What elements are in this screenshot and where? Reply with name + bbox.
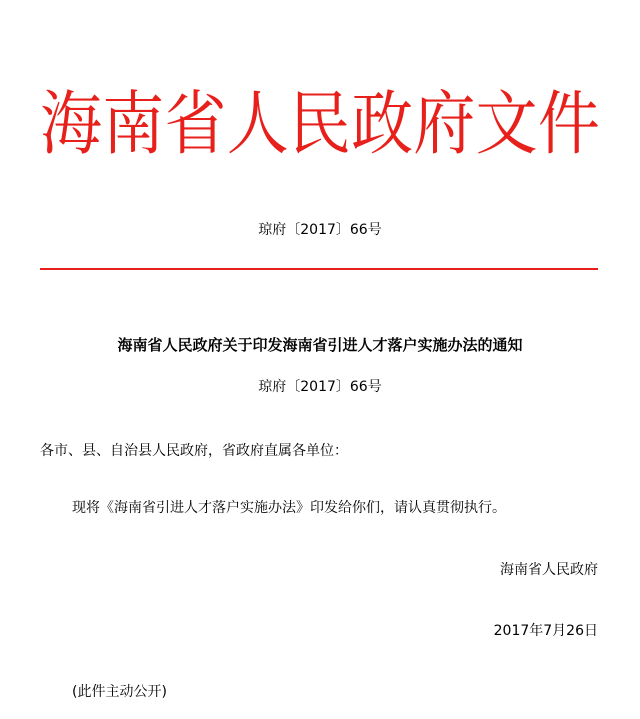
masthead-char: 政	[351, 82, 414, 165]
masthead-char: 人	[226, 82, 289, 165]
masthead-char: 海	[40, 82, 103, 165]
body-paragraph: 现将《海南省引进人才落户实施办法》印发给你们，请认真贯彻执行。	[72, 500, 506, 516]
masthead-char: 件	[537, 82, 600, 165]
masthead-char: 省	[164, 82, 227, 165]
masthead-char: 府	[413, 82, 476, 165]
masthead-char: 民	[288, 82, 351, 165]
issuing-authority: 海南省人民政府	[500, 562, 598, 578]
document-number-header: 琼府〔2017〕66号	[258, 222, 382, 238]
issue-date: 2017年7月26日	[493, 623, 598, 639]
notice-title: 海南省人民政府关于印发海南省引进人才落户实施办法的通知	[117, 336, 523, 354]
red-divider-line	[40, 268, 598, 270]
masthead-char: 文	[475, 82, 538, 165]
document-number: 琼府〔2017〕66号	[258, 379, 382, 395]
masthead-title	[40, 84, 600, 164]
recipients-line: 各市、县、自治县人民政府，省政府直属各单位：	[40, 443, 348, 459]
masthead-char: 南	[102, 82, 165, 165]
disclosure-note: (此件主动公开)	[72, 684, 167, 700]
